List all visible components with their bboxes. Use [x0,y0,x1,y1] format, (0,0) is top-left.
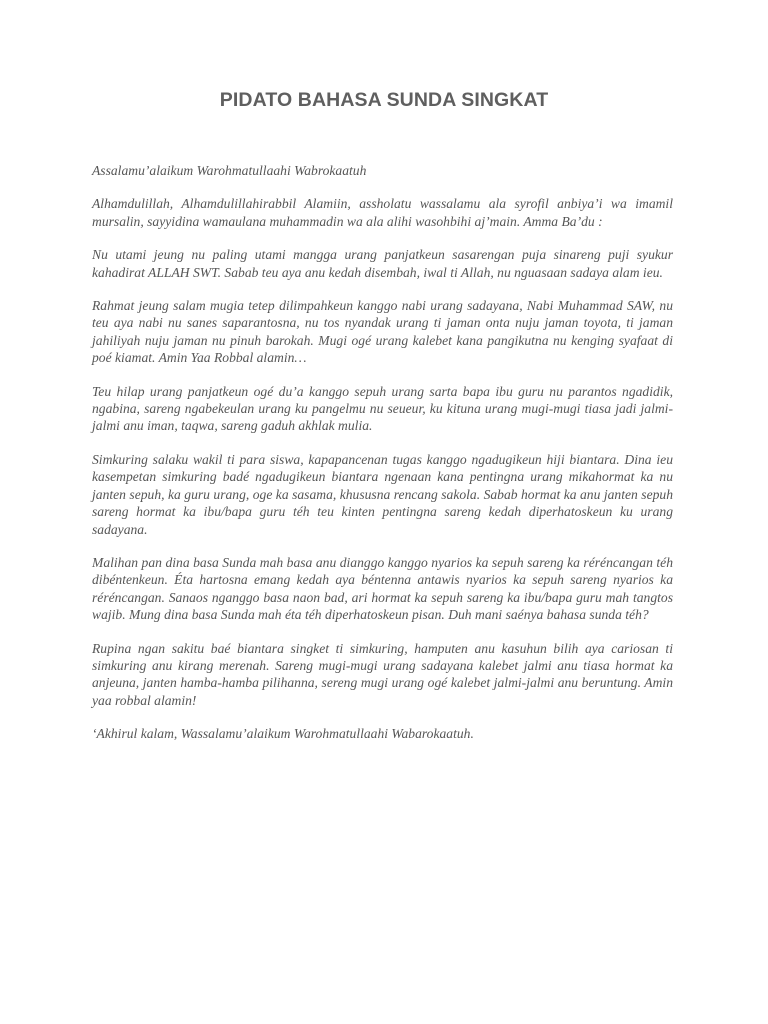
paragraph-sundanese-language: Malihan pan dina basa Sunda mah basa anu dianggo kanggo nyarios ka sepuh sareng ka réréncangan téh dibéntenkeun. Éta hartosna emang kedah aya béntenna antawis nyarios ka sepuh sareng nyarios ka réréncangan. Sanaos nganggo basa naon bad, ari hormat ka sepuh sareng ka ibu/bapa guru mah tangtos wajib. Mung dina basa Sunda mah éta téh diperhatoskeun pisan. Duh mani saénya bahasa sunda téh? [92,554,673,623]
paragraph-gratitude: Nu utami jeung nu paling utami mangga urang panjatkeun sasarengan puja sinareng puji syukur kahadirat ALLAH SWT. Sabab teu aya anu kedah disembah, iwal ti Allah, nu nguasaan sadaya alam ieu. [92,247,673,280]
paragraph-opening-praise: Alhamdulillah, Alhamdulillahirabbil Alamiin, assholatu wassalamu ala syrofil anbiya’i wa imamil mursalin, sayyidina wamaulana muhammadin wa ala alihi wasohbihi aj’main. Amma Ba’du : [92,196,673,229]
paragraph-greeting: Assalamu’alaikum Warohmatullaahi Wabrokaatuh [92,163,367,178]
paragraph-shalawat: Rahmat jeung salam mugia tetep dilimpahkeun kanggo nabi urang sadayana, Nabi Muhammad SAW, nu teu aya nabi nu sanes saparantosna, nu tos nyandak urang ti jaman onta nuju jaman toyota, ti jaman jahiliyah nuju jaman nu pinuh barokah. Mugi ogé urang kalebet kana pangikutna nu kenging syafaat di poé kiamat. Amin Yaa Robbal alamin… [92,298,673,366]
document-body [92,162,673,759]
document-title: PIDATO BAHASA SUNDA SINGKAT [219,89,549,111]
paragraph-speech-topic: Simkuring salaku wakil ti para siswa, kapapancenan tugas kanggo ngadugikeun hiji biantara. Dina ieu kasempetan simkuring badé ngadugikeun biantara ngenaan kana pentingna urang mikahormat ka nu janten sepuh, ka guru urang, oge ka sasama, khususna rencang sakola. Sabab hormat ka anu janten sepuh sareng hormat ka ibu/bapa guru téh teu kinten pentingna sareng kedah diperhatoskeun ku urang sadayana. [92,451,673,537]
paragraph-closing-greeting: ‘Akhirul kalam, Wassalamu’alaikum Warohmatullaahi Wabarokaatuh. [92,726,474,742]
paragraph-closing-apology: Rupina ngan sakitu baé biantara singket ti simkuring, hamputen anu kasuhun bilih aya cariosan ti simkuring anu kirang merenah. Sareng mugi-mugi urang sadayana kalebet jalmi anu tiasa hormat ka anjeuna, janten hamba-hamba pilihanna, sereng mugi urang ogé kalebet jalmi-jalmi anu beruntung. Amin yaa robbal alamin! [92,640,673,708]
paragraph-prayer-for-teachers: Teu hilap urang panjatkeun ogé du’a kanggo sepuh urang sarta bapa ibu guru nu parantos ngadidik, ngabina, sareng ngabekeulan urang ku pangelmu nu seueur, ku kituna urang mugi-mugi tiasa jadi jalmi-jalmi anu iman, taqwa, sareng gaduh akhlak mulia. [92,383,673,434]
